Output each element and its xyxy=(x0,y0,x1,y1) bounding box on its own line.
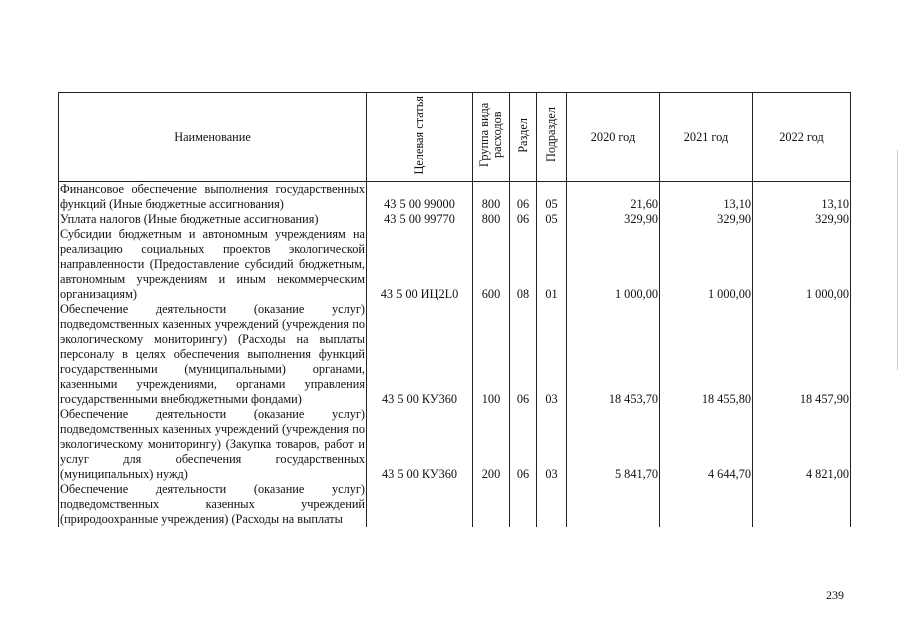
table-row xyxy=(59,182,851,213)
header-expense-group: Группа вида расходов xyxy=(473,93,510,182)
cell-target: 43 5 00 ИЦ2L0 xyxy=(367,227,473,302)
cell-group: 600 xyxy=(473,227,510,302)
cell-y2022: 4 821,00 xyxy=(753,407,851,482)
cell-y2022 xyxy=(753,482,851,527)
cell-section: 08 xyxy=(510,227,537,302)
table-row xyxy=(59,407,851,482)
header-section: Раздел xyxy=(510,93,537,182)
header-2022: 2022 год xyxy=(753,93,851,182)
cell-subsection: 03 xyxy=(537,302,567,407)
cell-section: 06 xyxy=(510,182,537,213)
cell-target: 43 5 00 КУ360 xyxy=(367,407,473,482)
header-row xyxy=(59,93,851,182)
cell-name: Обеспечение деятельности (оказание услуг) подведомственных казенных учреждений (учреждения по экологическому мониторингу) (Закупка товаров, работ и услуг для обеспечения государственных (муниципальных) нужд) xyxy=(60,407,365,481)
cell-section xyxy=(510,482,537,527)
budget-table xyxy=(58,92,851,527)
header-2020: 2020 год xyxy=(567,93,660,182)
cell-y2022: 329,90 xyxy=(753,212,851,227)
cell-subsection: 01 xyxy=(537,227,567,302)
page-number: 239 xyxy=(826,588,844,602)
cell-target: 43 5 00 КУ360 xyxy=(367,302,473,407)
cell-y2020 xyxy=(567,482,660,527)
header-name: Наименование xyxy=(59,93,367,182)
cell-y2020: 5 841,70 xyxy=(567,407,660,482)
cell-name: Обеспечение деятельности (оказание услуг) подведомственных казенных учреждений (учреждения по экологическому мониторингу) (Расходы на выплаты персоналу в целях обеспечения выполнения функций государственными (муниципальными) органами, казенными учреждениями, органами управления государственными внебюджетными фондами) xyxy=(60,302,365,406)
cell-y2020: 1 000,00 xyxy=(567,227,660,302)
header-2021: 2021 год xyxy=(660,93,753,182)
cell-y2021 xyxy=(660,482,753,527)
cell-group: 800 xyxy=(473,212,510,227)
cell-y2021: 1 000,00 xyxy=(660,227,753,302)
cell-group: 800 xyxy=(473,182,510,213)
cell-subsection: 03 xyxy=(537,407,567,482)
table-body xyxy=(59,182,851,528)
cell-group xyxy=(473,482,510,527)
table-row xyxy=(59,302,851,407)
cell-y2020: 21,60 xyxy=(567,182,660,213)
cell-y2021: 4 644,70 xyxy=(660,407,753,482)
cell-subsection: 05 xyxy=(537,212,567,227)
cell-y2020: 329,90 xyxy=(567,212,660,227)
cell-y2021: 18 455,80 xyxy=(660,302,753,407)
table-row xyxy=(59,227,851,302)
header-subsection: Подраздел xyxy=(537,93,567,182)
header-target-article: Целевая статья xyxy=(367,93,473,182)
cell-target: 43 5 00 99770 xyxy=(367,212,473,227)
cell-y2022: 13,10 xyxy=(753,182,851,213)
cell-y2020: 18 453,70 xyxy=(567,302,660,407)
cell-y2022: 1 000,00 xyxy=(753,227,851,302)
cell-target: 43 5 00 99000 xyxy=(367,182,473,213)
cell-group: 200 xyxy=(473,407,510,482)
cell-y2022: 18 457,90 xyxy=(753,302,851,407)
cell-y2021: 13,10 xyxy=(660,182,753,213)
cell-y2021: 329,90 xyxy=(660,212,753,227)
cell-name: Уплата налогов (Иные бюджетные ассигнования) xyxy=(59,212,367,227)
cell-subsection xyxy=(537,482,567,527)
cell-target xyxy=(367,482,473,527)
cell-section: 06 xyxy=(510,212,537,227)
table-row xyxy=(59,482,851,527)
cell-section: 06 xyxy=(510,407,537,482)
scan-edge-mark xyxy=(897,150,898,370)
cell-subsection: 05 xyxy=(537,182,567,213)
cell-group: 100 xyxy=(473,302,510,407)
cell-name: Обеспечение деятельности (оказание услуг) подведомственных казенных учреждений (природоохранные учреждения) (Расходы на выплаты xyxy=(60,482,365,526)
cell-name: Финансовое обеспечение выполнения государственных функций (Иные бюджетные ассигнования) xyxy=(60,182,365,211)
cell-name: Субсидии бюджетным и автономным учреждениям на реализацию социальных проектов экологической направленности (Предоставление субсидий бюджетным, автономным учреждениям и иным некоммерческим организациям) xyxy=(60,227,365,301)
cell-section: 06 xyxy=(510,302,537,407)
table-row xyxy=(59,212,851,227)
